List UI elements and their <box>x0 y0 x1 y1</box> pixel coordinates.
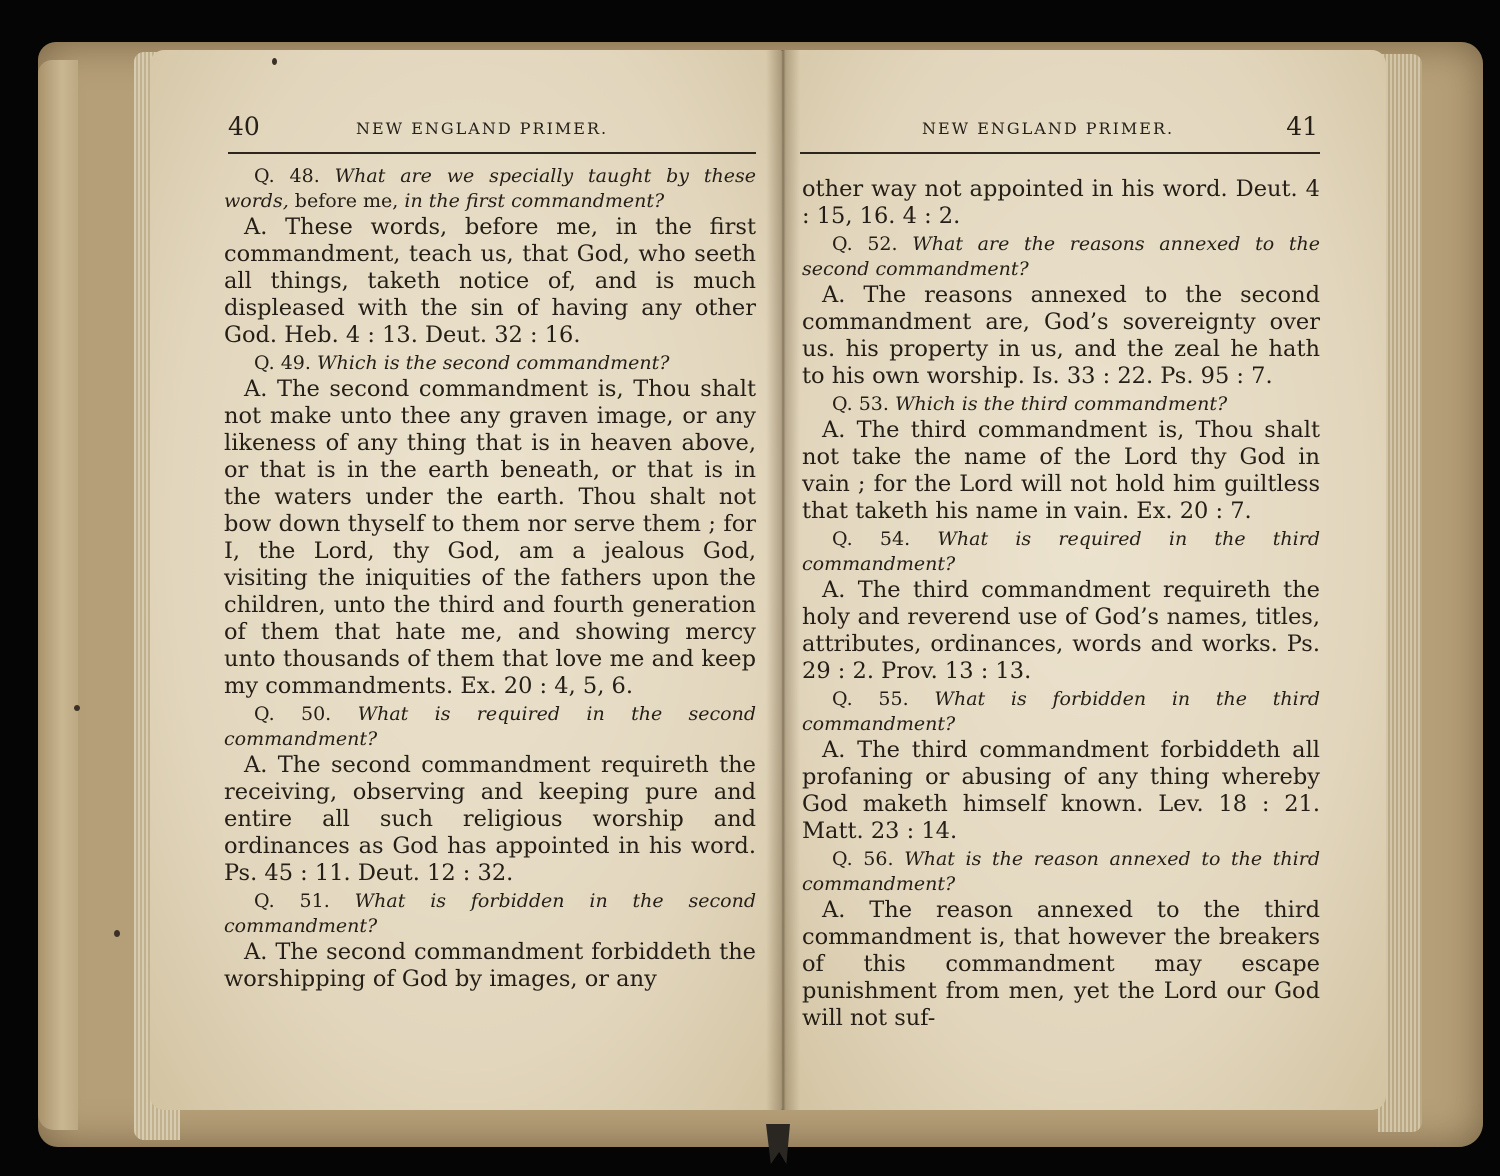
question: Q. 54. What is required in the third commandment? <box>802 528 1320 575</box>
left-page-header <box>228 112 756 154</box>
answer: A. The reason annexed to the third commandment is, that however the breakers of this commandment may escape punishment from men, yet the Lord our God will not suf- <box>802 897 1320 1031</box>
right-page-text <box>802 176 1320 1032</box>
answer: A. The reasons annexed to the second commandment are, God’s sovereignty over us. his property in us, and the zeal he hath to his own worship. Is. 33 : 22. Ps. 95 : 7. <box>802 282 1320 389</box>
ink-spot <box>114 930 120 937</box>
answer: A. The second commandment forbiddeth the worshipping of God by images, or any <box>224 939 756 992</box>
question: Q. 48. What are we specially taught by these words, before me, in the first commandment? <box>224 165 756 212</box>
page-number: 41 <box>1286 112 1318 141</box>
running-title: NEW ENGLAND PRIMER. <box>356 119 609 138</box>
question: Q. 56. What is the reason annexed to the third commandment? <box>802 848 1320 895</box>
left-page-text <box>224 162 756 993</box>
question: Q. 50. What is required in the second commandment? <box>224 703 757 750</box>
answer: A. These words, before me, in the first commandment, teach us, that God, who seeth all things, taketh notice of, and is much displeased with the sin of having any other God. Heb. 4 : 13. Deut. 32 : 16. <box>224 214 756 348</box>
ribbon-bookmark <box>766 1124 790 1164</box>
question: Q. 55. What is forbidden in the third commandment? <box>802 688 1320 735</box>
question: Q. 49. Which is the second commandment? <box>254 352 670 374</box>
book-gutter <box>766 50 800 1110</box>
ink-spot <box>272 58 277 65</box>
answer: A. The second commandment requireth the receiving, observing and keeping pure and entire all such religious worship and ordinances as God has appointed in his word. Ps. 45 : 11. Deut. 12 : 32. <box>224 752 756 886</box>
right-page-header <box>800 112 1320 154</box>
book-cover-edge <box>38 60 78 1130</box>
answer: A. The third commandment requireth the holy and reverend use of God’s names, titles, attributes, ordinances, words and works. Ps. 29 : 2. Prov. 13 : 13. <box>802 577 1320 684</box>
ink-spot <box>74 705 80 711</box>
running-title: NEW ENGLAND PRIMER. <box>922 119 1175 138</box>
question: Q. 53. Which is the third commandment? <box>832 393 1228 415</box>
page-number: 40 <box>228 112 260 141</box>
answer: A. The third commandment is, Thou shalt not take the name of the Lord thy God in vain ; for the Lord will not hold him guiltless that taketh his name in vain. Ex. 20 : 7. <box>802 417 1320 524</box>
question: Q. 52. What are the reasons annexed to the second commandment? <box>802 233 1320 280</box>
answer: A. The third commandment forbiddeth all profaning or abusing of any thing whereby God maketh himself known. Lev. 18 : 21. Matt. 23 : 14. <box>802 737 1320 844</box>
continued-text: other way not appointed in his word. Deut. 4 : 15, 16. 4 : 2. <box>802 176 1320 229</box>
answer: A. The second commandment is, Thou shalt not make unto thee any graven image, or any likeness of any thing that is in heaven above, or that is in the earth beneath, or that is in the waters under the earth. Thou shalt not bow down thyself to them nor serve them ; for I, the Lord, thy God, am a jealous God, visiting the iniquities of the fathers upon the children, unto the third and fourth generation of them that hate me, and showing mercy unto thousands of them that love me and keep my commandments. Ex. 20 : 4, 5, 6. <box>224 376 756 699</box>
question: Q. 51. What is forbidden in the second commandment? <box>224 890 756 937</box>
